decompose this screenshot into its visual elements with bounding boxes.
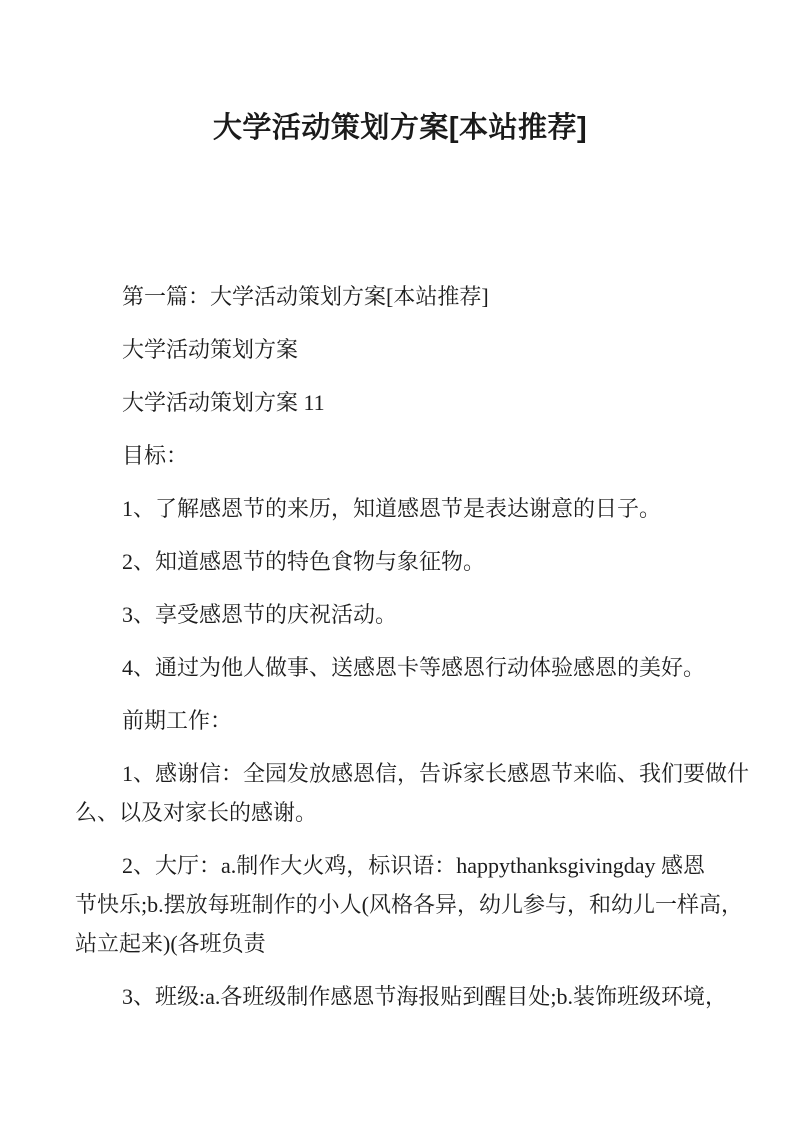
paragraph bbox=[75, 701, 730, 740]
paragraph-line: 么、以及对家长的感谢。 bbox=[75, 800, 318, 825]
paragraph-line: 3、班级:a.各班级制作感恩节海报贴到醒目处;b.装饰班级环境， bbox=[122, 984, 727, 1009]
paragraph bbox=[75, 330, 730, 369]
paragraph-line: 第一篇：大学活动策划方案[本站推荐] bbox=[122, 284, 489, 309]
paragraph-line: 节快乐;b.摆放每班制作的小人(风格各异，幼儿参与，和幼儿一样高， bbox=[75, 892, 743, 917]
paragraph bbox=[75, 846, 743, 963]
paragraph bbox=[75, 648, 730, 687]
paragraph-line: 2、知道感恩节的特色食物与象征物。 bbox=[122, 549, 486, 574]
paragraph bbox=[75, 383, 730, 422]
paragraph bbox=[75, 754, 750, 832]
paragraph bbox=[75, 489, 730, 528]
paragraph-line: 1、了解感恩节的来历，知道感恩节是表达谢意的日子。 bbox=[122, 496, 662, 521]
paragraph-line: 前期工作： bbox=[122, 708, 233, 733]
paragraph-line: 2、大厅：a.制作大火鸡，标识语：happythanksgivingday 感恩 bbox=[122, 853, 705, 878]
paragraph-line: 大学活动策划方案 bbox=[122, 337, 299, 362]
paragraph-line: 1、感谢信：全园发放感恩信，告诉家长感恩节来临、我们要做什 bbox=[122, 761, 750, 786]
document-body bbox=[0, 277, 800, 1016]
paragraph-line: 3、享受感恩节的庆祝活动。 bbox=[122, 602, 398, 627]
paragraph bbox=[75, 436, 730, 475]
paragraph-line: 4、通过为他人做事、送感恩卡等感恩行动体验感恩的美好。 bbox=[122, 655, 706, 680]
paragraph-line: 大学活动策划方案 11 bbox=[122, 390, 325, 415]
document-title: 大学活动策划方案[本站推荐] bbox=[212, 112, 588, 144]
paragraph bbox=[75, 542, 730, 581]
paragraph bbox=[75, 977, 730, 1016]
paragraph-line: 站立起来)(各班负责 bbox=[75, 931, 266, 956]
paragraph-line: 目标： bbox=[122, 443, 189, 468]
paragraph bbox=[75, 277, 730, 316]
paragraph bbox=[75, 595, 730, 634]
